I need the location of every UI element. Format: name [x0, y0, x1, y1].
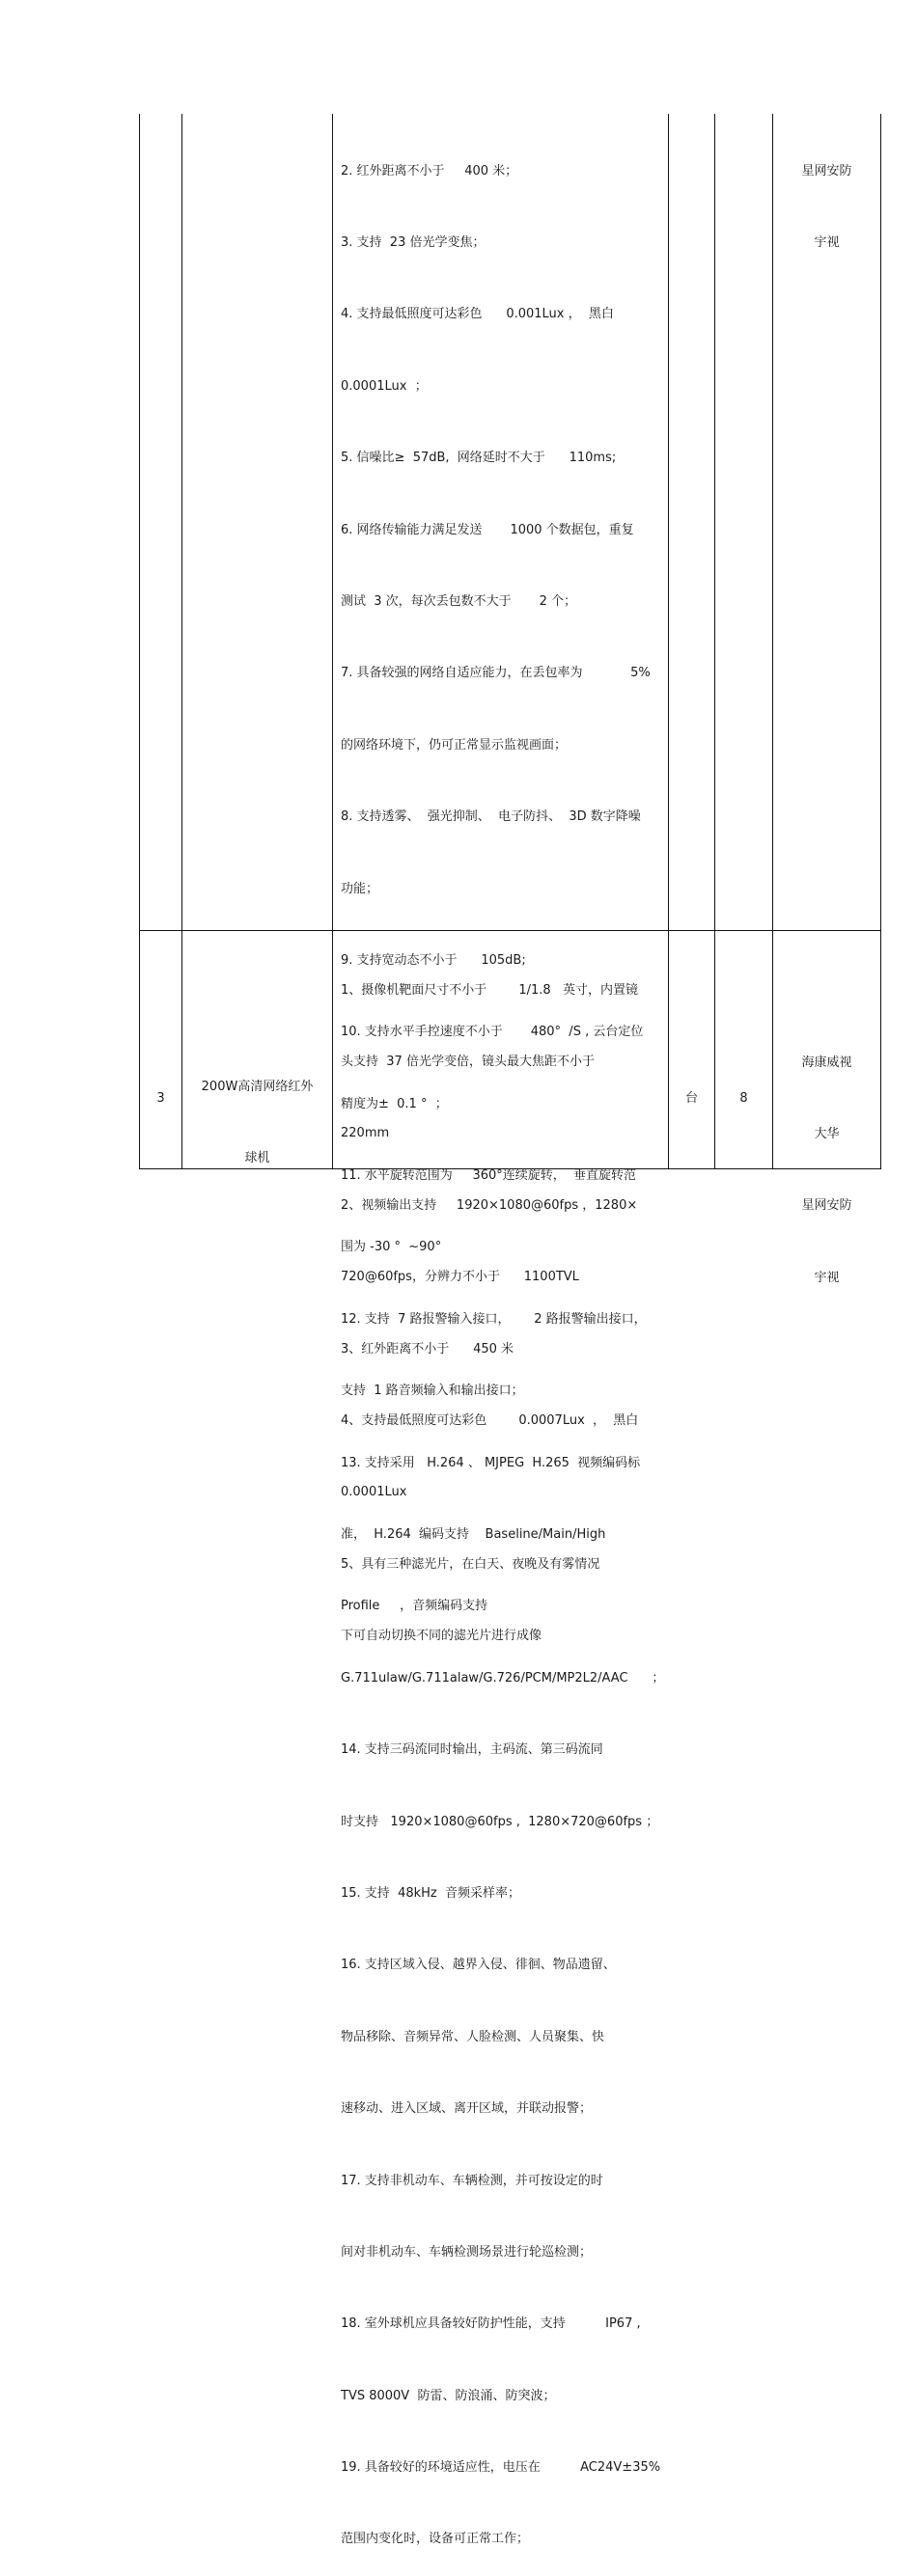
spec-line: Profile ，音频编码支持: [341, 1599, 488, 1614]
brand-line: 宇视: [814, 1270, 840, 1285]
spec-line: 17. 支持非机动车、车辆检测，并可按设定的时: [341, 2173, 603, 2188]
table-column-divider-2: [332, 114, 333, 1169]
spec-line: 18. 室外球机应具备较好防护性能，支持 IP67 ,: [341, 2316, 641, 2332]
quantity-value: 8: [739, 1090, 748, 1106]
spec-line: 14. 支持三码流同时输出，主码流、第三码流同: [341, 1742, 603, 1758]
spec-line: 0.0001Lux ；: [341, 378, 428, 394]
spec-line: 的网络环境下，仍可正常显示监视画面；: [341, 737, 568, 753]
product-name-cell: [182, 1028, 332, 1195]
spec-line: 范围内变化时，设备可正常工作；: [341, 2532, 530, 2547]
spec-line: 3、红外距离不小于 450 米: [341, 1341, 514, 1357]
spec-line: 围为 -30 ° ~90°: [341, 1240, 442, 1255]
spec-line: 下可自动切换不同的滤光片进行成像: [341, 1629, 542, 1644]
spec-line: 8. 支持透雾、 强光抑制、 电子防抖、 3D 数字降噪: [341, 809, 641, 825]
unit-cell: [669, 1039, 714, 1135]
spec-line: 16. 支持区域入侵、越界入侵、徘徊、物品遗留、: [341, 1958, 616, 1973]
spec-line: 功能；: [341, 881, 379, 896]
spec-line: 准， H.264 编码支持 Baseline/Main/High: [341, 1527, 606, 1543]
spec-line: 11. 水平旋转范围为 360°连续旋转， 垂直旋转范: [341, 1168, 637, 1184]
spec-line: 4、支持最低照度可达彩色 0.0007Lux ， 黑白: [341, 1412, 639, 1428]
spec-line: 间对非机动车、车辆检测场景进行轮巡检测；: [341, 2244, 593, 2260]
unit-value: 台: [684, 1090, 698, 1106]
row-index-cell: [140, 1039, 181, 1135]
spec-line: 2. 红外距离不小于 400 米；: [341, 163, 518, 178]
brand-line: 大华: [814, 1126, 840, 1141]
brand-cell-row-3: [773, 1003, 880, 1314]
spec-line: 12. 支持 7 路报警输入接口， 2 路报警输出接口，: [341, 1311, 647, 1327]
spec-line: 720@60fps，分辨力不小于 1100TVL: [341, 1270, 579, 1285]
spec-line: 物品移除、音频异常、人脸检测、人员聚集、快: [341, 2029, 605, 2044]
spec-line: 5、具有三种滤光片，在白天、夜晚及有雾情况: [341, 1556, 600, 1572]
brand-cell-continued: [773, 112, 880, 280]
spec-line: 9. 支持宽动态不小于 105dB;: [341, 952, 526, 968]
spec-line: 6. 网络传输能力满足发送 1000 个数据包，重复: [341, 522, 634, 537]
spec-cell-row-3: [341, 931, 669, 1673]
product-name-line: 球机: [244, 1150, 270, 1165]
table-column-divider-4: [714, 114, 715, 1169]
spec-line: 7. 具备较强的网络自适应能力，在丢包率为 5%: [341, 666, 651, 681]
spec-line: 头支持 37 倍光学变倍，镜头最大焦距不小于: [341, 1054, 595, 1069]
spec-line: 13. 支持采用 H.264 、 MJPEG H.265 视频编码标: [341, 1455, 641, 1470]
quantity-cell: [715, 1039, 772, 1135]
spec-line: 0.0001Lux: [341, 1485, 407, 1500]
spec-line: 1、摄像机靶面尺寸不小于 1/1.8 英寸，内置镜: [341, 982, 639, 998]
spec-line: 3. 支持 23 倍光学变焦；: [341, 234, 486, 250]
spec-line: 15. 支持 48kHz 音频采样率；: [341, 1885, 521, 1901]
spec-line: 5. 信噪比≥ 57dB, 网络延时不大于 110ms;: [341, 451, 617, 466]
spec-line: 速移动、进入区域、离开区域，并联动报警；: [341, 2101, 593, 2117]
brand-line: 海康威视: [801, 1055, 852, 1070]
spec-line: 测试 3 次，每次丢包数不大于 2 个；: [341, 593, 576, 609]
spec-line: 4. 支持最低照度可达彩色 0.001Lux ， 黑白: [341, 307, 614, 322]
spec-line: 支持 1 路音频输入和输出接口；: [341, 1384, 524, 1399]
product-name-line: 200W高清网络红外: [201, 1079, 314, 1094]
row-index: 3: [156, 1090, 165, 1106]
spec-line: 19. 具备较好的环境适应性，电压在 AC24V±35%: [341, 2460, 661, 2476]
spec-line: 时支持 1920×1080@60fps , 1280×720@60fps ；: [341, 1814, 659, 1829]
spec-line: 2、视频输出支持 1920×1080@60fps ，1280×: [341, 1197, 638, 1213]
spec-line: TVS 8000V 防雷、防浪涌、防突波；: [341, 2388, 556, 2403]
brand-line: 星网安防: [801, 1198, 852, 1214]
spec-line: G.711ulaw/G.711alaw/G.726/PCM/MP2L2/AAC ；: [341, 1670, 665, 1685]
table-border-left: [139, 114, 140, 1169]
brand-line: 星网安防: [801, 163, 852, 178]
spec-line: 10. 支持水平手控速度不小于 480° /S , 云台定位: [341, 1025, 644, 1040]
spec-line: 220mm: [341, 1126, 390, 1141]
table-column-divider-1: [181, 114, 182, 1169]
table-border-right: [880, 114, 881, 1169]
spec-line: 精度为± 0.1 ° ；: [341, 1096, 448, 1111]
brand-line: 宇视: [814, 234, 840, 250]
